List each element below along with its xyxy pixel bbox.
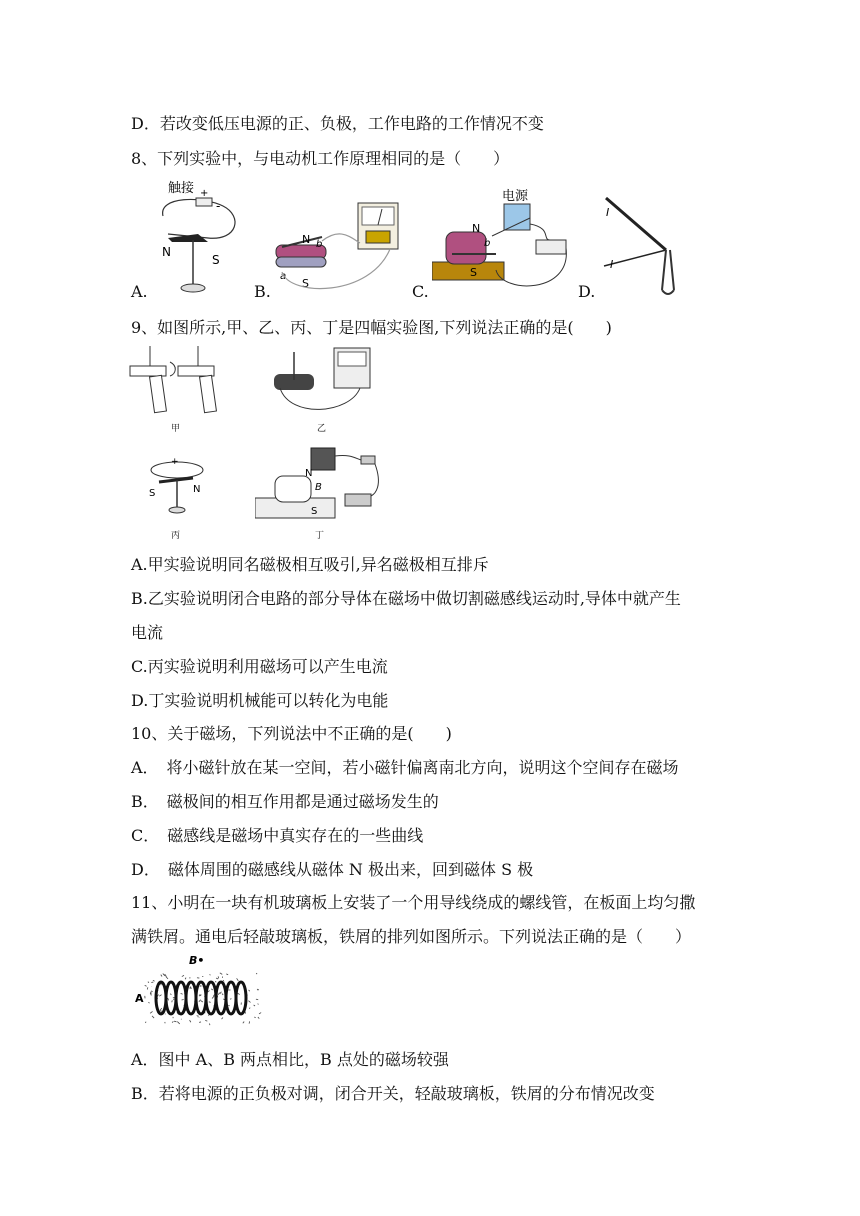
iron-filing bbox=[147, 987, 148, 989]
q8-c-n: N bbox=[472, 222, 481, 235]
iron-filing bbox=[201, 1001, 203, 1002]
iron-filing bbox=[148, 1002, 149, 1003]
iron-filing bbox=[159, 995, 161, 997]
q9-stem: 9、如图所示,甲、乙、丙、丁是四幅实验图,下列说法正确的是( ) bbox=[131, 318, 612, 337]
q10-option-a: A． 将小磁针放在某一空间，若小磁针偏离南北方向，说明这个空间存在磁场 bbox=[131, 758, 679, 777]
q11-a-label: A bbox=[135, 992, 144, 1005]
iron-filing bbox=[211, 989, 213, 990]
q9-option-d: D.丁实验说明机械能可以转化为电能 bbox=[131, 691, 389, 710]
q8-b-n: N bbox=[302, 233, 311, 246]
iron-filing bbox=[177, 1022, 179, 1024]
q8-figure-a-oersted bbox=[148, 176, 248, 301]
q8-b-s: S bbox=[302, 277, 309, 290]
iron-filing bbox=[249, 1021, 250, 1023]
q10-option-c: C． 磁感线是磁场中真实存在的一些曲线 bbox=[131, 826, 424, 845]
q9-figure-jia-magnets bbox=[128, 344, 238, 419]
q8-a-touch-label: 触接 bbox=[168, 181, 195, 196]
q9-ding-b: B bbox=[315, 482, 322, 493]
q8-c-s: S bbox=[470, 266, 477, 279]
iron-filing bbox=[259, 1013, 261, 1014]
q9-ding-label: 丁 bbox=[315, 531, 325, 541]
iron-filing bbox=[228, 1005, 229, 1006]
iron-filing bbox=[226, 974, 228, 975]
q9-option-b-line1: B.乙实验说明闭合电路的部分导体在磁场中做切割磁感线运动时,导体中就产生 bbox=[131, 589, 681, 608]
iron-filing bbox=[222, 1017, 223, 1019]
iron-filing bbox=[254, 1005, 255, 1006]
iron-filing bbox=[148, 982, 149, 983]
q9-option-a: A.甲实验说明同名磁极相互吸引,异名磁极相互排斥 bbox=[131, 555, 489, 574]
iron-filing bbox=[212, 996, 214, 998]
q8-a-plus: + bbox=[200, 188, 209, 199]
q8-c-power-label: 电源 bbox=[502, 189, 529, 204]
q9-figure-ding-motor bbox=[255, 446, 385, 524]
iron-filing bbox=[216, 978, 218, 979]
iron-filing bbox=[218, 993, 219, 995]
q8-figure-b-induction bbox=[270, 197, 405, 302]
q9-bing-plus: + bbox=[171, 457, 179, 467]
iron-filing bbox=[151, 991, 152, 992]
q10-option-d: D． 磁体周围的磁感线从磁体 N 极出来，回到磁体 S 极 bbox=[131, 860, 534, 879]
q8-option-c-label: C. bbox=[412, 282, 429, 301]
iron-filing bbox=[258, 1017, 259, 1019]
iron-filing bbox=[209, 1023, 210, 1025]
q8-a-s: S bbox=[212, 253, 220, 267]
q8-a-minus: - bbox=[216, 199, 221, 213]
q9-jia-label: 甲 bbox=[171, 424, 181, 434]
q11-stem-line1: 11、小明在一块有机玻璃板上安装了一个用导线绕成的螺线管，在板面上均匀撒 bbox=[131, 893, 696, 912]
q9-bing-label: 丙 bbox=[171, 531, 181, 541]
iron-filing bbox=[200, 985, 201, 986]
iron-filing bbox=[256, 999, 258, 1000]
q9-option-c: C.丙实验说明利用磁场可以产生电流 bbox=[131, 657, 388, 676]
iron-filing bbox=[213, 995, 214, 996]
q9-bing-n: N bbox=[193, 484, 201, 495]
iron-filing bbox=[254, 1017, 255, 1018]
iron-filing bbox=[220, 973, 222, 975]
iron-filing bbox=[170, 994, 171, 995]
iron-filing bbox=[150, 1011, 152, 1013]
iron-filing bbox=[199, 1000, 201, 1002]
iron-filing bbox=[205, 1020, 207, 1021]
iron-filing bbox=[256, 973, 257, 974]
iron-filing bbox=[153, 980, 155, 981]
q8-option-a-label: A. bbox=[131, 282, 148, 301]
q9-yi-label: 乙 bbox=[317, 424, 327, 434]
iron-filing bbox=[152, 1016, 154, 1018]
q8-c-b: b bbox=[484, 238, 491, 249]
iron-filing bbox=[249, 990, 250, 991]
iron-filing bbox=[215, 981, 216, 982]
iron-filing bbox=[209, 1002, 211, 1003]
q11-stem-line2: 满铁屑。通电后轻敲玻璃板，铁屑的排列如图所示。下列说法正确的是（ ） bbox=[131, 927, 692, 946]
q8-b-a: a bbox=[280, 271, 287, 282]
iron-filing bbox=[166, 977, 168, 979]
q11-b-label: B• bbox=[189, 954, 205, 967]
iron-filing bbox=[248, 1001, 250, 1003]
iron-filing bbox=[230, 999, 231, 1000]
iron-filing bbox=[220, 992, 222, 994]
iron-filing bbox=[145, 1022, 146, 1023]
iron-filing bbox=[237, 978, 239, 980]
q9-figure-yi-induction bbox=[270, 344, 380, 419]
iron-filing bbox=[174, 1021, 176, 1022]
iron-filing bbox=[182, 975, 184, 976]
iron-filing bbox=[145, 985, 147, 986]
iron-filing bbox=[222, 994, 223, 995]
iron-filing bbox=[258, 1004, 259, 1005]
iron-filing bbox=[185, 978, 186, 980]
q7-option-d: D．若改变低压电源的正、负极，工作电路的工作情况不变 bbox=[131, 114, 544, 133]
iron-filing bbox=[163, 973, 165, 975]
q9-bing-s: S bbox=[149, 488, 156, 499]
iron-filing bbox=[172, 1021, 173, 1022]
iron-filing bbox=[172, 1000, 173, 1002]
iron-filing bbox=[208, 991, 210, 992]
q8-figure-d-parallel-wires bbox=[596, 190, 691, 300]
q8-option-d-label: D. bbox=[578, 282, 596, 301]
iron-filing bbox=[190, 1020, 191, 1022]
q8-figure-c-motor bbox=[432, 184, 574, 299]
q10-option-b: B． 磁极间的相互作用都是通过磁场发生的 bbox=[131, 792, 439, 811]
q8-d-i1: I bbox=[606, 206, 610, 219]
q11-option-b: B．若将电源的正负极对调，闭合开关，轻敲玻璃板，铁屑的分布情况改变 bbox=[131, 1084, 655, 1103]
q11-figure-solenoid bbox=[131, 950, 271, 1032]
q9-figure-bing-oersted bbox=[145, 452, 215, 522]
iron-filing bbox=[160, 1008, 162, 1010]
q11-option-a: A．图中 A、B 两点相比，B 点处的磁场较强 bbox=[131, 1050, 449, 1069]
q9-ding-s: S bbox=[311, 506, 318, 517]
q9-option-b-line2: 电流 bbox=[131, 623, 164, 642]
q8-d-i2: I bbox=[610, 258, 614, 271]
iron-filing bbox=[257, 989, 259, 990]
q8-option-b-label: B. bbox=[254, 282, 271, 301]
iron-filing bbox=[182, 1000, 184, 1001]
q8-b-b: b bbox=[316, 239, 323, 250]
solenoid-coil-turn bbox=[236, 982, 246, 1014]
iron-filing bbox=[249, 1008, 250, 1009]
q8-stem: 8、下列实验中，与电动机工作原理相同的是（ ） bbox=[131, 149, 510, 168]
q10-stem: 10、关于磁场，下列说法中不正确的是( ) bbox=[131, 724, 452, 743]
iron-filing bbox=[210, 974, 211, 975]
iron-filing bbox=[181, 993, 183, 994]
iron-filing bbox=[238, 993, 240, 994]
iron-filing bbox=[161, 975, 162, 977]
q8-a-n: N bbox=[162, 245, 171, 259]
iron-filing bbox=[168, 998, 169, 1000]
q9-ding-n: N bbox=[305, 468, 313, 479]
